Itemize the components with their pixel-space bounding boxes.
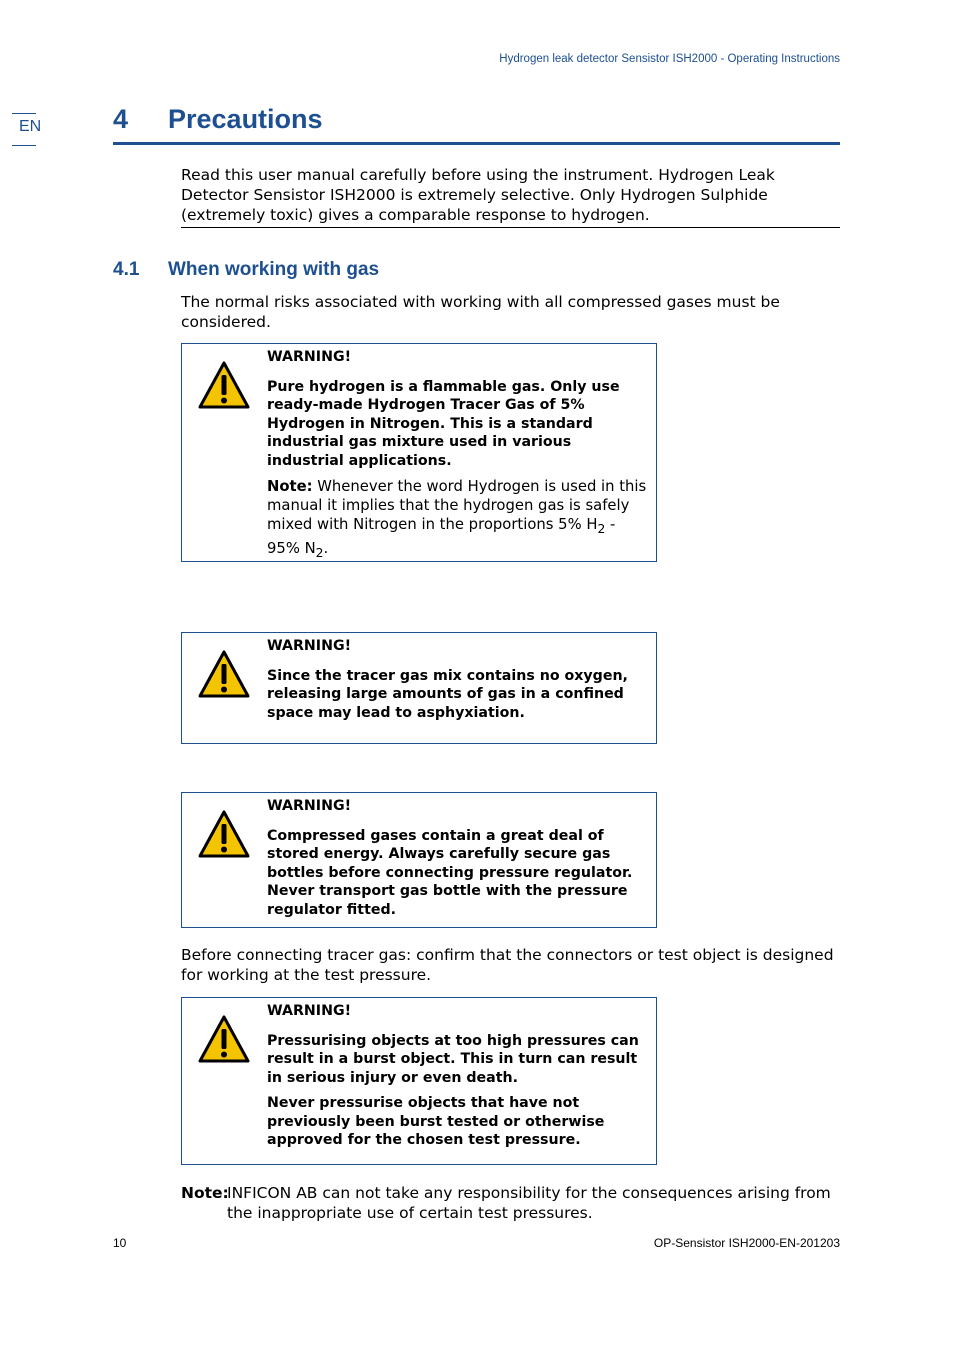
note-text: INFICON AB can not take any responsibility for the consequences arising from the inappropriate use of certain test pressures. <box>227 1184 831 1222</box>
note-text: - 95% N <box>267 516 616 557</box>
final-note <box>181 1183 841 1222</box>
warning-heading: WARNING! <box>267 1003 352 1019</box>
warning-box-flammable <box>181 343 657 562</box>
warning-heading: WARNING! <box>267 349 352 365</box>
note-text: . <box>323 539 329 557</box>
chapter-number: 4 <box>113 104 129 134</box>
intro-rule <box>181 227 840 228</box>
chapter-rule <box>113 142 840 145</box>
connecting-text: Before connecting tracer gas: confirm that the connectors or test object is designed for working at the test pressure. <box>181 946 834 984</box>
warning-box-pressure <box>181 997 657 1165</box>
note-text: Whenever the word Hydrogen is used in this manual it implies that the hydrogen gas is safely mixed with Nitrogen in the proportions 5% H <box>267 478 647 533</box>
note-label: Note: <box>267 478 313 495</box>
language-tab-rule-top <box>12 113 36 114</box>
document-id: OP-Sensistor ISH2000-EN-201203 <box>653 1236 840 1250</box>
subscript: 2 <box>597 521 606 536</box>
chapter-intro: Read this user manual carefully before using the instrument. Hydrogen Leak Detector Sensistor ISH2000 is extremely selective. Only Hydrogen Sulphide (extremely toxic) gives a comparable response to hydrogen. <box>181 166 775 224</box>
subscript: 2 <box>315 545 324 560</box>
language-tab: EN <box>19 118 42 135</box>
section-intro: The normal risks associated with working with all compressed gases must be considered. <box>181 293 780 331</box>
chapter-title: Precautions <box>168 104 323 134</box>
warning-text: Pressurising objects at too high pressures can result in a burst object. This in turn can result in serious injury or even death. <box>267 1032 639 1086</box>
warning-note <box>267 477 649 563</box>
warning-text: Pure hydrogen is a flammable gas. Only use ready-made Hydrogen Tracer Gas of 5% Hydrogen in Nitrogen. This is a standard industrial gas mixture used in various industrial applications. <box>267 378 620 469</box>
warning-triangle-icon <box>198 361 250 409</box>
note-label: Note: <box>181 1184 229 1202</box>
warning-triangle-icon <box>198 1015 250 1063</box>
warning-box-compressed-gas <box>181 792 657 928</box>
warning-text: Never pressurise objects that have not previously been burst tested or otherwise approved for the chosen test pressure. <box>267 1095 605 1148</box>
warning-text: Compressed gases contain a great deal of stored energy. Always carefully secure gas bottles before connecting pressure regulator. Never transport gas bottle with the pressure regulator fitted. <box>267 827 633 918</box>
warning-box-asphyxiation <box>181 632 657 744</box>
section-number: 4.1 <box>113 259 140 280</box>
warning-text: Since the tracer gas mix contains no oxygen, releasing large amounts of gas in a confined space may lead to asphyxiation. <box>267 667 628 721</box>
warning-heading: WARNING! <box>267 638 352 654</box>
warning-triangle-icon <box>198 810 250 858</box>
page-number: 10 <box>113 1236 127 1250</box>
running-header: Hydrogen leak detector Sensistor ISH2000 - Operating Instructions <box>499 53 840 65</box>
warning-heading: WARNING! <box>267 798 352 814</box>
warning-triangle-icon <box>198 650 250 698</box>
section-title: When working with gas <box>168 259 380 280</box>
language-tab-rule-bottom <box>12 145 36 146</box>
